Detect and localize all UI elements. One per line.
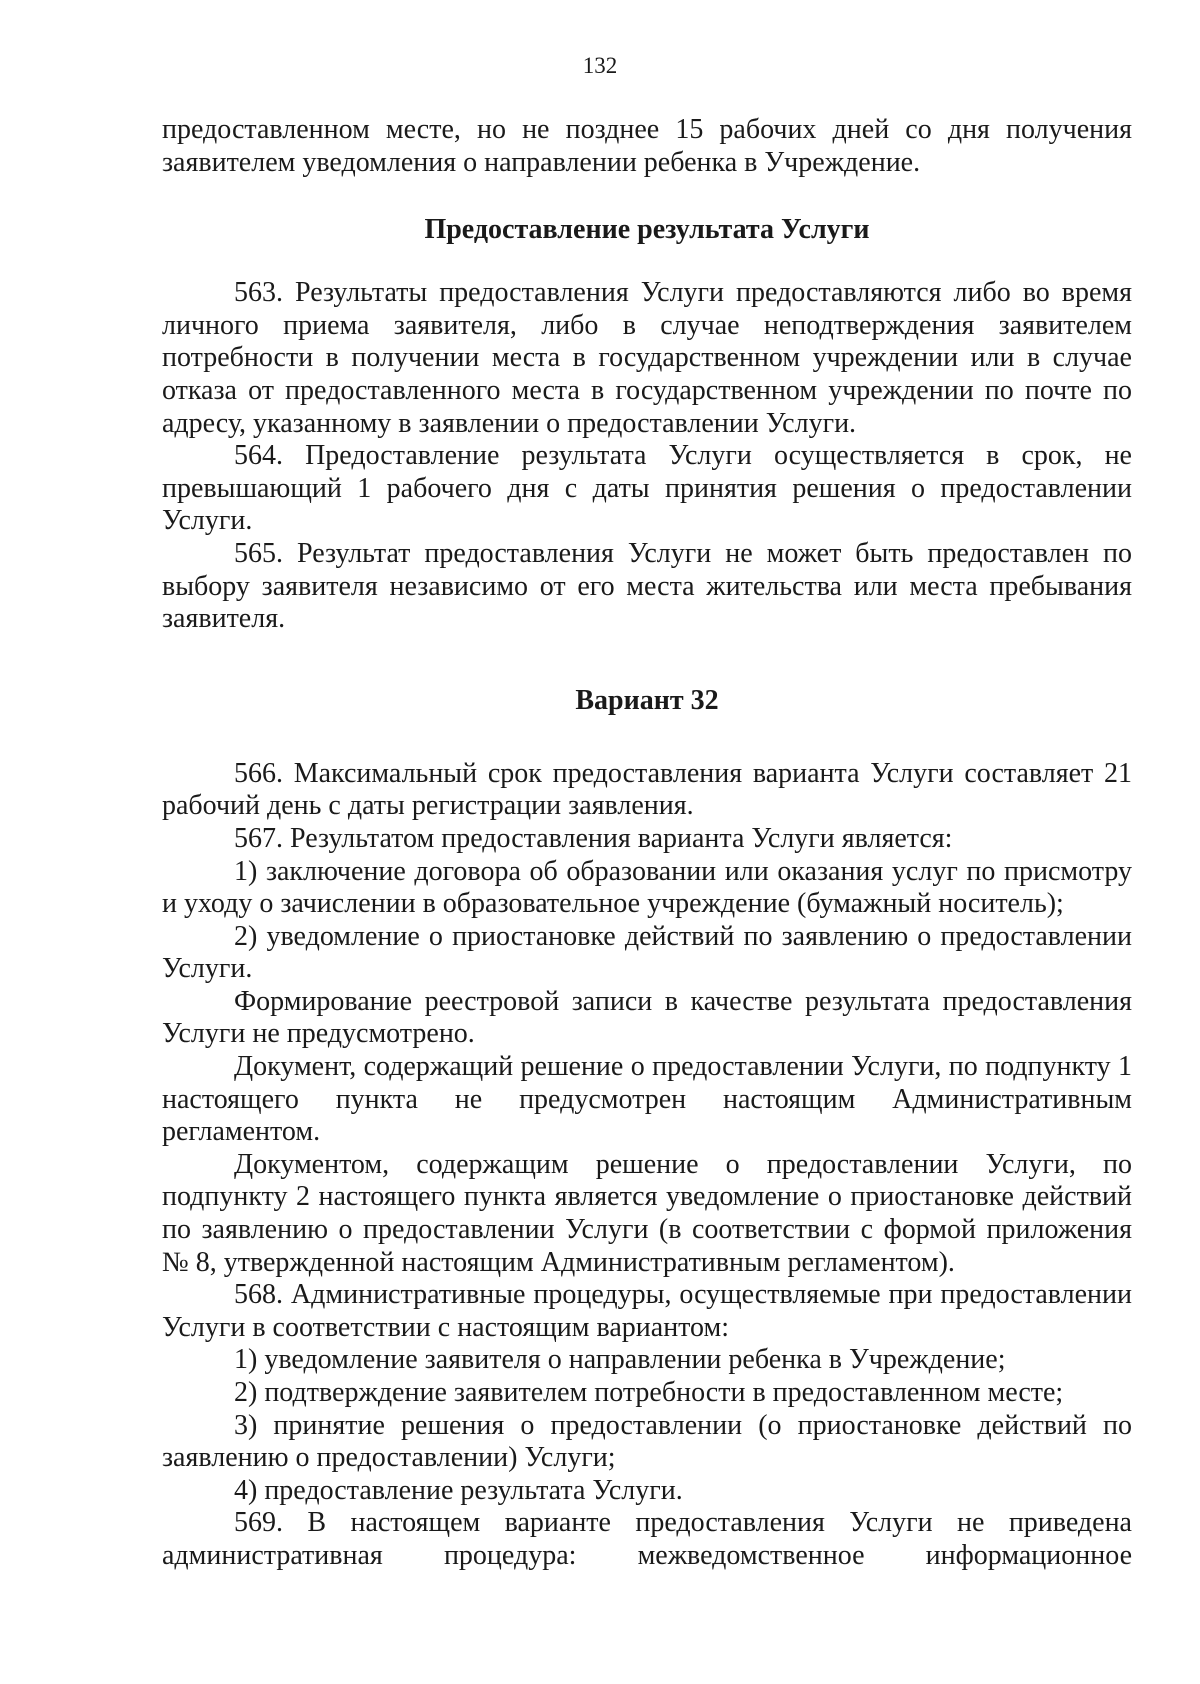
paragraph-567: 567. Результатом предоставления варианта Услуги является: <box>234 822 953 854</box>
page-number: 132 <box>582 53 618 78</box>
paragraph-continuation: предоставленном месте, но не позднее 15 рабочих дней со дня получения заявителем уведомления о направлении ребенка в Учреждение. <box>162 114 1132 178</box>
paragraph-document-subitem-1: Документ, содержащий решение о предоставлении Услуги, по подпункту 1 настоящего пункта не предусмотрен настоящим Административным регламентом. <box>162 1051 1132 1148</box>
paragraph-563: 563. Результаты предоставления Услуги предоставляются либо во время личного приема заявителя, либо в случае неподтверждения заявителем потребности в получении места в государственном учреждении или в случае отказа от предоставленного места в государственном учреждении по почте по адресу, указанному в заявлении о предоставлении Услуги. <box>162 277 1132 439</box>
paragraph-registry-record: Формирование реестровой записи в качестве результата предоставления Услуги не предусмотрено. <box>162 985 1132 1050</box>
list-item-568-1: 1) уведомление заявителя о направлении ребенка в Учреждение; <box>234 1344 1006 1376</box>
list-item-567-1: 1) заключение договора об образовании или оказания услуг по присмотру и уходу о зачислении в образовательное учреждение (бумажный носитель); <box>162 855 1132 920</box>
paragraph-document-subitem-2: Документом, содержащим решение о предоставлении Услуги, по подпункту 2 настоящего пункта является уведомление о приостановке действий по заявлению о предоставлении Услуги (в соответствии с формой приложения № 8, утвержденной настоящим Административным регламентом). <box>162 1148 1132 1278</box>
section-heading-result: Предоставление результата Услуги <box>424 214 870 246</box>
list-item-568-2: 2) подтверждение заявителем потребности в предоставленном месте; <box>234 1377 1064 1408</box>
paragraph-566: 566. Максимальный срок предоставления варианта Услуги составляет 21 рабочий день с даты регистрации заявления. <box>162 757 1132 822</box>
list-item-568-4: 4) предоставление результата Услуги. <box>234 1474 683 1506</box>
section-heading-variant-32: Вариант 32 <box>575 684 719 716</box>
paragraph-565: 565. Результат предоставления Услуги не может быть предоставлен по выбору заявителя независимо от его места жительства или места пребывания заявителя. <box>162 537 1132 635</box>
paragraph-569: 569. В настоящем варианте предоставления Услуги не приведена административная процедура: межведомственное информационное <box>162 1507 1132 1571</box>
document-body <box>162 114 1132 1573</box>
paragraph-568: 568. Административные процедуры, осуществляемые при предоставлении Услуги в соответствии с настоящим вариантом: <box>162 1279 1132 1343</box>
list-item-568-3: 3) принятие решения о предоставлении (о приостановке действий по заявлению о предоставлении) Услуги; <box>162 1409 1132 1474</box>
list-item-567-2: 2) уведомление о приостановке действий по заявлению о предоставлении Услуги. <box>162 920 1132 985</box>
paragraph-564: 564. Предоставление результата Услуги осуществляется в срок, не превышающий 1 рабочего дня с даты принятия решения о предоставлении Услуги. <box>162 440 1132 537</box>
